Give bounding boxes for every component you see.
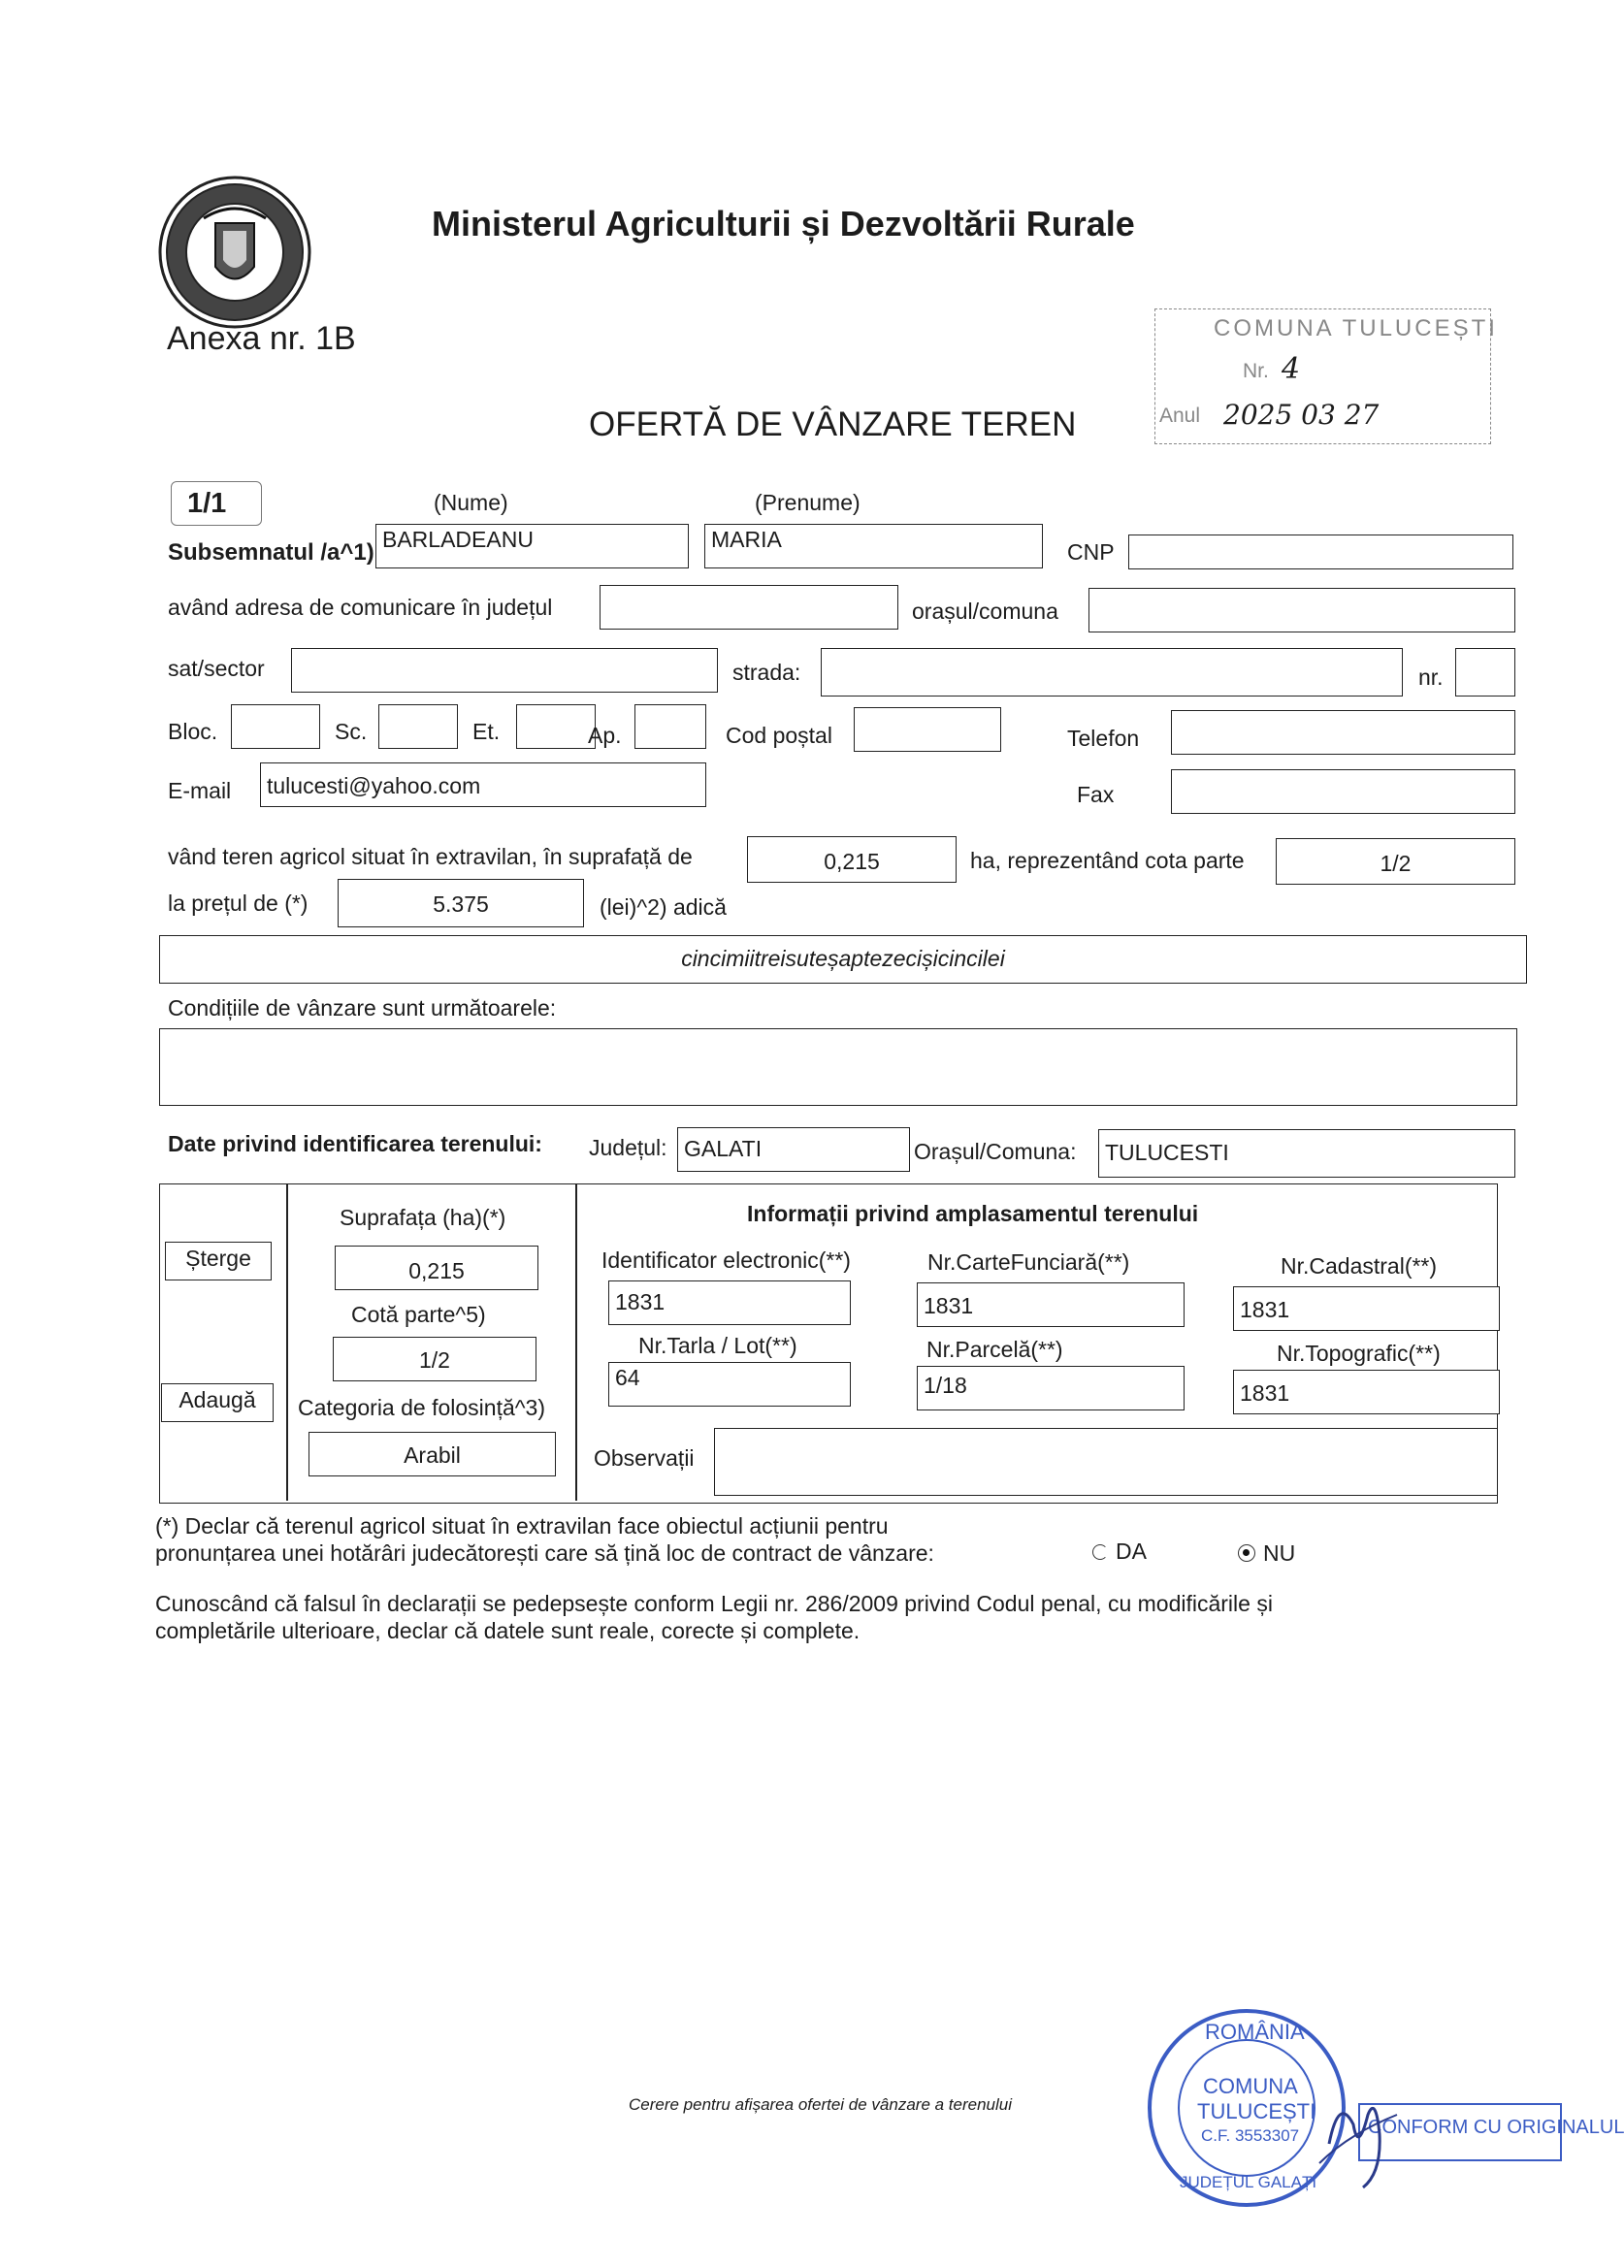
fax-label: Fax (1077, 782, 1115, 807)
apt-field[interactable] (634, 704, 706, 749)
last-name-field[interactable]: BARLADEANU (375, 524, 689, 568)
ministry-logo (155, 175, 315, 330)
electronic-id-field[interactable]: 1831 (608, 1280, 851, 1325)
page-counter (171, 481, 262, 526)
land-table-divider-2 (575, 1184, 577, 1501)
seal-top-text: ROMÂNIA (1205, 2020, 1305, 2044)
topographic-field[interactable]: 1831 (1233, 1370, 1500, 1414)
page-counter-text: 1/1 (187, 488, 227, 519)
conform-stamp-text: CONFORM CU ORIGINALUL (1368, 2117, 1624, 2138)
floor-field[interactable] (516, 704, 596, 749)
land-book-field[interactable]: 1831 (917, 1282, 1185, 1327)
land-area-label: Suprafața (ha)(*) (340, 1205, 506, 1230)
footer-caption: Cerere pentru afișarea ofertei de vânzare a terenului (629, 2095, 1013, 2114)
seal-line-2: TULUCEȘTI (1197, 2099, 1316, 2123)
number-field[interactable] (1455, 648, 1515, 697)
seal-line-1: COMUNA (1203, 2074, 1298, 2098)
tarla-field[interactable]: 64 (608, 1362, 851, 1407)
seal-line-3: C.F. 3553307 (1201, 2126, 1300, 2145)
last-name-label: (Nume) (434, 490, 508, 515)
registry-stamp-date: 2025 03 27 (1223, 399, 1380, 431)
option-no-radio[interactable] (1238, 1544, 1255, 1562)
registry-stamp-nr-label: Nr. (1243, 360, 1269, 382)
location-info-title: Informații privind amplasamentul terenului (747, 1201, 1199, 1226)
add-button[interactable]: Adaugă (161, 1383, 274, 1422)
offer-area-field[interactable]: 0,215 (747, 836, 957, 883)
email-field[interactable]: tulucesti@yahoo.com (260, 762, 706, 807)
land-county-label: Județul: (589, 1135, 667, 1160)
block-label: Bloc. (168, 719, 218, 744)
offer-share-field[interactable]: 1/2 (1276, 838, 1515, 885)
topographic-label: Nr.Topografic(**) (1277, 1341, 1441, 1366)
registry-stamp-year-label: Anul (1159, 405, 1201, 427)
city-field[interactable] (1088, 588, 1515, 632)
postal-code-field[interactable] (854, 707, 1001, 752)
offer-area-unit: ha, reprezentând cota parte (970, 848, 1245, 873)
price-field[interactable]: 5.375 (338, 879, 584, 927)
village-label: sat/sector (168, 656, 265, 681)
registry-stamp (1154, 308, 1498, 444)
seal-bottom-text: JUDEȚUL GALAȚI (1180, 2173, 1317, 2191)
number-label: nr. (1418, 664, 1444, 690)
street-label: strada: (732, 660, 801, 685)
notes-label: Observații (594, 1445, 695, 1471)
price-unit: (lei)^2) adică (600, 894, 727, 920)
annex-number: Anexa nr. 1B (167, 320, 356, 357)
registry-stamp-nr: 4 (1282, 352, 1301, 386)
postal-code-label: Cod poștal (726, 723, 832, 748)
block-field[interactable] (231, 704, 320, 749)
first-name-field[interactable]: MARIA (704, 524, 1043, 568)
cadastral-field[interactable]: 1831 (1233, 1286, 1500, 1331)
apt-label: Ap. (588, 723, 622, 748)
phone-label: Telefon (1067, 726, 1140, 751)
legal-statement-line-1: Cunoscând că falsul în declarații se pedepsește conform Legii nr. 286/2009 privind Codul penal, cu modificările și (155, 1591, 1273, 1616)
legal-statement-line-2: completările ulterioare, declar că datele sunt reale, corecte și complete. (155, 1618, 861, 1643)
village-field[interactable] (291, 648, 718, 693)
land-usage-label: Categoria de folosință^3) (298, 1395, 545, 1420)
declaration-line-1: (*) Declar că terenul agricol situat în extravilan face obiectul acțiunii pentru (155, 1513, 889, 1539)
cadastral-label: Nr.Cadastral(**) (1281, 1253, 1438, 1279)
land-section-title: Date privind identificarea terenului: (168, 1131, 542, 1156)
registry-stamp-header: COMUNA TULUCEȘTI (1214, 315, 1498, 341)
land-city-field[interactable]: TULUCESTI (1098, 1129, 1515, 1178)
stair-label: Sc. (335, 719, 368, 744)
address-label: având adresa de comunicare în județul (168, 595, 553, 620)
street-field[interactable] (821, 648, 1403, 697)
fax-field[interactable] (1171, 769, 1515, 814)
document-title: OFERTĂ DE VÂNZARE TEREN (589, 405, 1077, 443)
first-name-label: (Prenume) (755, 490, 861, 515)
signature (1310, 2076, 1416, 2192)
price-label: la prețul de (*) (168, 891, 309, 916)
land-share-field[interactable]: 1/2 (333, 1337, 536, 1381)
city-label: orașul/comuna (912, 599, 1058, 624)
price-in-words-field[interactable] (159, 935, 1527, 984)
cnp-field[interactable] (1128, 535, 1513, 569)
ministry-name: Ministerul Agriculturii și Dezvoltării Rurale (432, 204, 1135, 243)
land-table-divider-1 (286, 1184, 288, 1501)
land-share-label: Cotă parte^5) (351, 1302, 486, 1327)
land-city-label: Orașul/Comuna: (914, 1139, 1077, 1164)
land-county-field[interactable]: GALATI (677, 1127, 910, 1172)
subscribed-label: Subsemnatul /a^1) (168, 539, 374, 566)
option-yes-radio[interactable] (1092, 1544, 1108, 1560)
land-book-label: Nr.CarteFunciară(**) (927, 1249, 1130, 1275)
declaration-line-2: pronunțarea unei hotărâri judecătorești care să țină loc de contract de vânzare: (155, 1540, 934, 1566)
parcel-field[interactable]: 1/18 (917, 1366, 1185, 1410)
conditions-label: Condițiile de vânzare sunt următoarele: (168, 995, 557, 1021)
price-in-words: cincimiitreisuteșaptezecișicincilei (681, 946, 1005, 971)
cnp-label: CNP (1067, 539, 1115, 565)
land-usage-field[interactable]: Arabil (309, 1432, 556, 1476)
stair-field[interactable] (378, 704, 458, 749)
floor-label: Et. (472, 719, 501, 744)
email-label: E-mail (168, 778, 232, 803)
conditions-field[interactable] (159, 1028, 1517, 1106)
land-area-field[interactable]: 0,215 (335, 1246, 538, 1290)
electronic-id-label: Identificator electronic(**) (601, 1247, 851, 1273)
parcel-label: Nr.Parcelă(**) (926, 1337, 1063, 1362)
option-yes-label: DA (1116, 1539, 1147, 1564)
county-field[interactable] (600, 585, 898, 630)
delete-button[interactable]: Șterge (165, 1242, 272, 1280)
option-no-label: NU (1263, 1540, 1296, 1566)
phone-field[interactable] (1171, 710, 1515, 755)
option-no-selected-dot (1243, 1549, 1250, 1556)
notes-field[interactable] (714, 1428, 1498, 1496)
tarla-label: Nr.Tarla / Lot(**) (638, 1333, 797, 1358)
sell-text: vând teren agricol situat în extravilan, în suprafață de (168, 844, 693, 869)
